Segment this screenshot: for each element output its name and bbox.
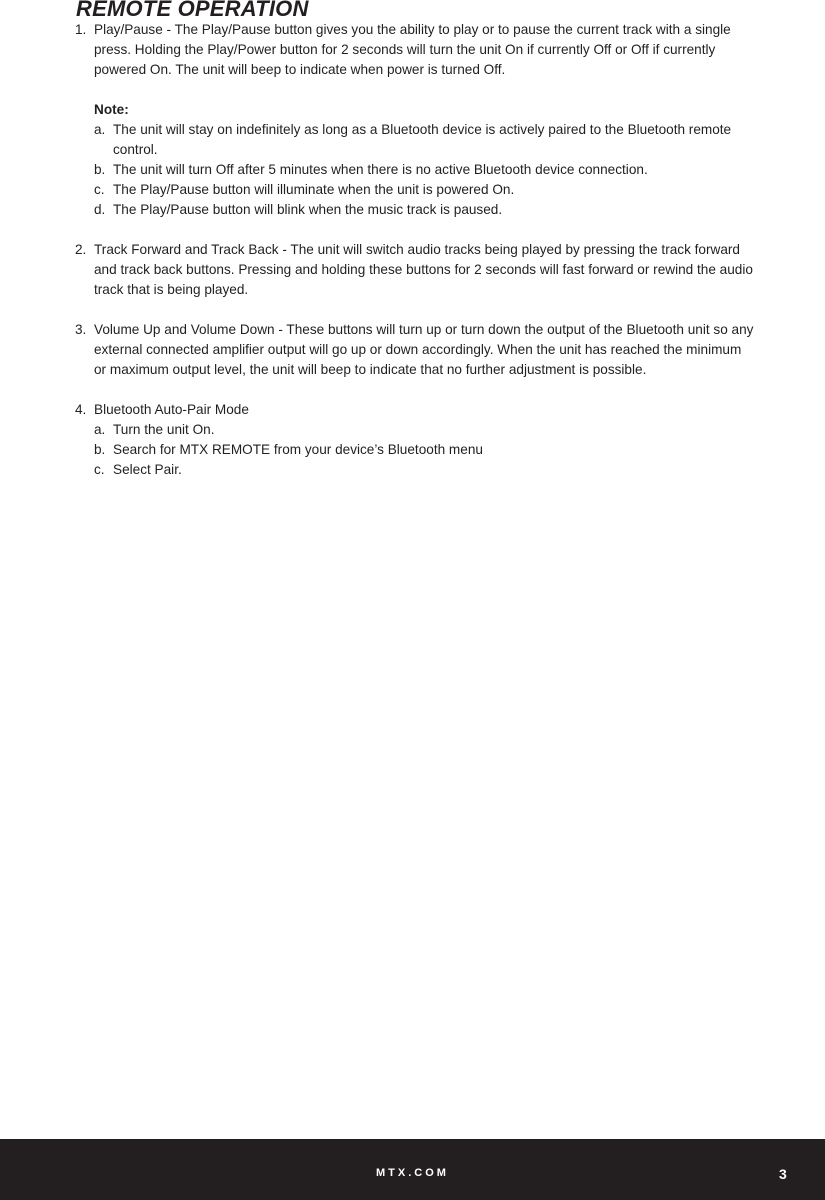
note-item: b. The unit will turn Off after 5 minutes when there is no active Bluetooth device connection. xyxy=(94,162,648,177)
step-item: c. Select Pair. xyxy=(94,462,182,477)
page-title: REMOTE OPERATION xyxy=(76,0,309,21)
list-item-auto-pair xyxy=(75,400,755,480)
step-item: b. Search for MTX REMOTE from your device’s Bluetooth menu xyxy=(94,442,483,457)
list-item-play-pause xyxy=(75,20,755,220)
item-text: Track Forward and Track Back - The unit will switch audio tracks being played by pressing the track forward and track back buttons. Pressing and holding these buttons for 2 seconds will fast forward or rewind the audio track that is being played. xyxy=(94,242,753,297)
item-number: 3. xyxy=(75,322,87,337)
page-number: 3 xyxy=(779,1166,787,1182)
list-item-volume xyxy=(75,320,755,380)
note-item: d. The Play/Pause button will blink when the music track is paused. xyxy=(94,202,503,217)
list-item-track xyxy=(75,240,755,300)
step-item: a. Turn the unit On. xyxy=(94,422,215,437)
item-text: Play/Pause - The Play/Pause button gives you the ability to play or to pause the current track with a single press. Holding the Play/Power button for 2 seconds will turn the unit On if currently Off or Off if currently powered On. The unit will beep to indicate when power is turned Off. xyxy=(94,22,731,77)
item-text: Bluetooth Auto-Pair Mode xyxy=(94,402,249,417)
item-text: Volume Up and Volume Down - These buttons will turn up or turn down the output of the Bluetooth unit so any external connected amplifier output will go up or down accordingly. When the unit has reached the minimum or maximum output level, the unit will beep to indicate that no further adjustment is possible. xyxy=(94,322,754,377)
page-footer xyxy=(0,1139,825,1200)
item-number: 2. xyxy=(75,242,87,257)
note-item: c. The Play/Pause button will illuminate when the unit is powered On. xyxy=(94,182,515,197)
note-label: Note: xyxy=(94,102,129,117)
item-number: 1. xyxy=(75,22,87,37)
footer-url: MTX.COM xyxy=(376,1167,449,1179)
note-item: a. The unit will stay on indefinitely as long as a Bluetooth device is actively paired to the Bluetooth remote control. xyxy=(94,122,732,157)
item-number: 4. xyxy=(75,402,87,417)
instructions xyxy=(75,20,755,480)
